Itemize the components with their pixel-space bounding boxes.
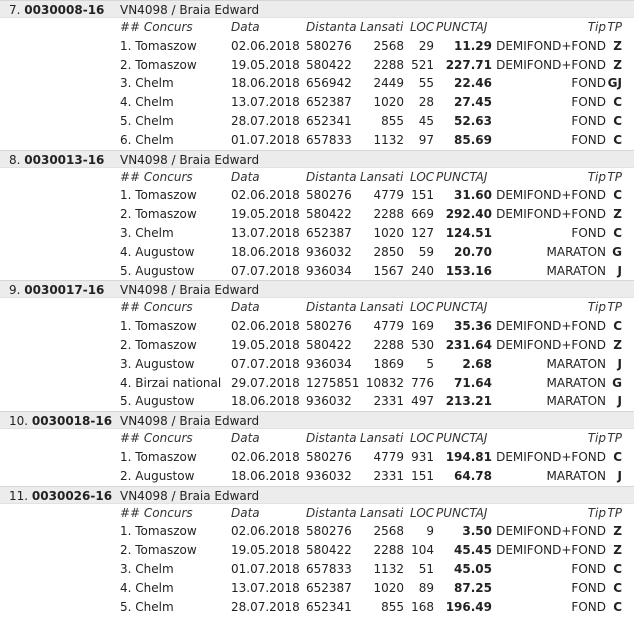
race-distance: 656942 xyxy=(306,76,352,91)
placing: 776 xyxy=(411,375,434,390)
col-header-lansati: Lansati xyxy=(360,300,404,315)
pigeons-released: 2288 xyxy=(373,337,404,352)
col-header-lansati: Lansati xyxy=(360,431,404,446)
race-category: C xyxy=(613,319,622,334)
placing: 97 xyxy=(418,132,434,147)
col-header-punctaj: PUNCTAJ xyxy=(436,505,488,520)
score: 20.70 xyxy=(454,244,492,259)
pigeon-index: 10. xyxy=(9,414,29,429)
race-type: MARATON xyxy=(546,375,606,390)
race-date: 13.07.2018 xyxy=(231,225,300,240)
pigeons-released: 2331 xyxy=(373,468,404,483)
col-header-punctaj: PUNCTAJ xyxy=(436,20,488,34)
race-distance: 936034 xyxy=(306,356,352,371)
race-name: 6. Chelm xyxy=(120,132,174,147)
race-distance: 580276 xyxy=(306,449,352,464)
race-distance: 580422 xyxy=(306,57,352,72)
score: 11.29 xyxy=(454,38,492,53)
race-date: 19.05.2018 xyxy=(231,57,300,72)
placing: 669 xyxy=(411,207,434,222)
pigeon-ring-label xyxy=(9,151,104,169)
race-date: 28.07.2018 xyxy=(231,113,300,128)
race-category: Z xyxy=(613,543,622,558)
pigeon-ring-label xyxy=(9,281,104,299)
results-column-header xyxy=(0,168,634,187)
race-type: FOND xyxy=(571,580,606,595)
race-distance: 652387 xyxy=(306,580,352,595)
score: 213.21 xyxy=(445,394,492,409)
placing: 497 xyxy=(411,394,434,409)
col-header-tp: TP xyxy=(607,20,622,34)
race-date: 18.06.2018 xyxy=(231,468,300,483)
placing: 151 xyxy=(411,188,434,203)
race-name: 3. Chelm xyxy=(120,76,174,91)
pigeons-released: 4779 xyxy=(373,449,404,464)
race-type: DEMIFOND+FOND xyxy=(496,337,606,352)
col-header-loc: LOC xyxy=(410,300,435,315)
col-header-tp: TP xyxy=(607,300,622,315)
col-header-lansati: Lansati xyxy=(360,169,404,184)
pigeon-block-header xyxy=(0,280,634,298)
result-row xyxy=(0,37,634,56)
race-date: 02.06.2018 xyxy=(231,524,300,539)
pigeon-ring-label xyxy=(9,487,112,505)
race-category: J xyxy=(617,468,622,483)
result-row xyxy=(0,74,634,93)
race-type: FOND xyxy=(571,599,606,614)
col-header-data: Data xyxy=(231,431,260,446)
placing: 168 xyxy=(411,599,434,614)
race-date: 13.07.2018 xyxy=(231,95,300,110)
race-type: MARATON xyxy=(546,244,606,259)
result-row xyxy=(0,317,634,336)
race-distance: 657833 xyxy=(306,132,352,147)
placing: 5 xyxy=(426,356,434,371)
race-type: MARATON xyxy=(546,356,606,371)
owner-name: VN4098 / Braia Edward xyxy=(120,488,260,503)
placing: 45 xyxy=(418,113,434,128)
race-name: 1. Tomaszow xyxy=(120,38,197,53)
pigeon-block-header xyxy=(0,150,634,168)
race-name: 3. Chelm xyxy=(120,561,174,576)
col-header-data: Data xyxy=(231,505,260,520)
owner-name: VN4098 / Braia Edward xyxy=(120,3,260,17)
col-header-loc: LOC xyxy=(410,505,435,520)
result-row xyxy=(0,93,634,112)
result-row xyxy=(0,131,634,150)
pigeon-index: 11. xyxy=(9,488,29,503)
placing: 931 xyxy=(411,449,434,464)
score: 124.51 xyxy=(445,225,492,240)
race-date: 07.07.2018 xyxy=(231,263,300,278)
race-name: 2. Augustow xyxy=(120,468,195,483)
race-type: DEMIFOND+FOND xyxy=(496,188,606,203)
race-distance: 936032 xyxy=(306,468,352,483)
race-type: DEMIFOND+FOND xyxy=(496,38,606,53)
col-header-loc: LOC xyxy=(410,20,435,34)
race-date: 18.06.2018 xyxy=(231,76,300,91)
race-date: 07.07.2018 xyxy=(231,356,300,371)
pigeons-released: 1020 xyxy=(373,225,404,240)
race-category: Z xyxy=(613,57,622,72)
pigeon-block xyxy=(0,411,634,485)
col-header-lansati: Lansati xyxy=(360,20,404,34)
result-row xyxy=(0,224,634,243)
race-category: G xyxy=(612,375,622,390)
race-name: 1. Tomaszow xyxy=(120,319,197,334)
pigeon-block-header xyxy=(0,0,634,18)
col-header-data: Data xyxy=(231,20,260,34)
result-row xyxy=(0,522,634,541)
race-distance: 936034 xyxy=(306,263,352,278)
race-type: DEMIFOND+FOND xyxy=(496,524,606,539)
score: 45.05 xyxy=(454,561,492,576)
score: 194.81 xyxy=(445,449,492,464)
race-type: FOND xyxy=(571,113,606,128)
placing: 28 xyxy=(418,95,434,110)
pigeons-released: 1132 xyxy=(373,132,404,147)
pigeon-ring-label xyxy=(9,412,112,430)
owner-name: VN4098 / Braia Edward xyxy=(120,283,260,298)
result-row xyxy=(0,560,634,579)
placing: 169 xyxy=(411,319,434,334)
race-category: J xyxy=(617,356,622,371)
score: 27.45 xyxy=(454,95,492,110)
col-header-tip: Tip xyxy=(587,431,606,446)
race-type: FOND xyxy=(571,95,606,110)
race-date: 18.06.2018 xyxy=(231,394,300,409)
result-row xyxy=(0,541,634,560)
race-date: 02.06.2018 xyxy=(231,319,300,334)
race-name: 2. Tomaszow xyxy=(120,543,197,558)
pigeons-released: 1869 xyxy=(373,356,404,371)
race-distance: 580276 xyxy=(306,319,352,334)
placing: 521 xyxy=(411,57,434,72)
race-name: 4. Augustow xyxy=(120,244,195,259)
result-row xyxy=(0,112,634,131)
race-type: FOND xyxy=(571,225,606,240)
race-date: 02.06.2018 xyxy=(231,449,300,464)
race-distance: 580276 xyxy=(306,524,352,539)
owner-name: VN4098 / Braia Edward xyxy=(120,414,260,429)
race-name: 1. Tomaszow xyxy=(120,188,197,203)
race-name: 4. Birzai national xyxy=(120,375,222,390)
race-distance: 652341 xyxy=(306,599,352,614)
race-category: C xyxy=(613,225,622,240)
race-date: 18.06.2018 xyxy=(231,244,300,259)
col-header-concurs: ## Concurs xyxy=(120,169,193,184)
score: 3.50 xyxy=(462,524,492,539)
score: 87.25 xyxy=(454,580,492,595)
score: 292.40 xyxy=(445,207,492,222)
col-header-tip: Tip xyxy=(587,300,606,315)
placing: 240 xyxy=(411,263,434,278)
result-row xyxy=(0,262,634,281)
result-row xyxy=(0,186,634,205)
pigeons-released: 4779 xyxy=(373,319,404,334)
pigeon-block-header xyxy=(0,411,634,429)
race-type: FOND xyxy=(571,132,606,147)
results-column-header xyxy=(0,504,634,523)
score: 45.45 xyxy=(454,543,492,558)
result-row xyxy=(0,392,634,411)
col-header-distanta: Distanta xyxy=(306,431,357,446)
col-header-lansati: Lansati xyxy=(360,505,404,520)
race-name: 1. Tomaszow xyxy=(120,524,197,539)
col-header-tip: Tip xyxy=(587,20,606,34)
col-header-distanta: Distanta xyxy=(306,20,357,34)
race-name: 3. Augustow xyxy=(120,356,195,371)
pigeon-ring-number[interactable]: 0030017-16 xyxy=(24,283,105,298)
pigeon-index: 7. xyxy=(9,3,21,17)
col-header-concurs: ## Concurs xyxy=(120,431,193,446)
pigeons-released: 1020 xyxy=(373,95,404,110)
col-header-data: Data xyxy=(231,169,260,184)
pigeons-released: 2288 xyxy=(373,57,404,72)
pigeons-released: 2331 xyxy=(373,394,404,409)
race-name: 2. Tomaszow xyxy=(120,57,197,72)
placing: 127 xyxy=(411,225,434,240)
race-name: 4. Chelm xyxy=(120,580,174,595)
race-type: DEMIFOND+FOND xyxy=(496,543,606,558)
result-row xyxy=(0,355,634,374)
race-date: 28.07.2018 xyxy=(231,599,300,614)
col-header-punctaj: PUNCTAJ xyxy=(436,300,488,315)
score: 2.68 xyxy=(462,356,492,371)
race-date: 01.07.2018 xyxy=(231,132,300,147)
race-name: 2. Tomaszow xyxy=(120,337,197,352)
race-category: C xyxy=(613,561,622,576)
race-type: DEMIFOND+FOND xyxy=(496,319,606,334)
pigeon-index: 8. xyxy=(9,152,21,167)
pigeon-block xyxy=(0,0,634,150)
col-header-punctaj: PUNCTAJ xyxy=(436,169,488,184)
race-type: FOND xyxy=(571,76,606,91)
race-type: MARATON xyxy=(546,263,606,278)
race-name: 5. Augustow xyxy=(120,263,195,278)
race-name: 2. Tomaszow xyxy=(120,207,197,222)
race-category: C xyxy=(613,95,622,110)
score: 71.64 xyxy=(454,375,492,390)
race-category: GJ xyxy=(607,76,622,91)
race-distance: 936032 xyxy=(306,244,352,259)
placing: 9 xyxy=(426,524,434,539)
score: 227.71 xyxy=(445,57,492,72)
race-name: 5. Augustow xyxy=(120,394,195,409)
score: 231.64 xyxy=(445,337,492,352)
result-row xyxy=(0,579,634,598)
col-header-loc: LOC xyxy=(410,431,435,446)
pigeons-released: 10832 xyxy=(365,375,404,390)
pigeons-released: 2288 xyxy=(373,543,404,558)
placing: 55 xyxy=(418,76,434,91)
placing: 51 xyxy=(418,561,434,576)
pigeons-released: 2449 xyxy=(373,76,404,91)
col-header-concurs: ## Concurs xyxy=(120,505,193,520)
score: 85.69 xyxy=(454,132,492,147)
results-column-header xyxy=(0,429,634,448)
result-row xyxy=(0,205,634,224)
pigeons-released: 2288 xyxy=(373,207,404,222)
race-distance: 580422 xyxy=(306,207,352,222)
race-category: C xyxy=(613,132,622,147)
race-date: 19.05.2018 xyxy=(231,207,300,222)
race-distance: 652387 xyxy=(306,95,352,110)
placing: 104 xyxy=(411,543,434,558)
race-date: 19.05.2018 xyxy=(231,543,300,558)
score: 196.49 xyxy=(445,599,492,614)
race-category: Z xyxy=(613,524,622,539)
score: 35.36 xyxy=(454,319,492,334)
race-category: C xyxy=(613,188,622,203)
race-type: DEMIFOND+FOND xyxy=(496,449,606,464)
race-type: FOND xyxy=(571,561,606,576)
col-header-punctaj: PUNCTAJ xyxy=(436,431,488,446)
race-distance: 1275851 xyxy=(306,375,360,390)
race-category: C xyxy=(613,113,622,128)
race-type: MARATON xyxy=(546,468,606,483)
race-category: C xyxy=(613,599,622,614)
race-category: Z xyxy=(613,38,622,53)
result-row xyxy=(0,243,634,262)
col-header-tp: TP xyxy=(607,505,622,520)
col-header-tp: TP xyxy=(607,431,622,446)
race-type: DEMIFOND+FOND xyxy=(496,207,606,222)
pigeons-released: 1020 xyxy=(373,580,404,595)
col-header-loc: LOC xyxy=(410,169,435,184)
race-distance: 580422 xyxy=(306,543,352,558)
score: 31.60 xyxy=(454,188,492,203)
score: 153.16 xyxy=(445,263,492,278)
race-category: C xyxy=(613,580,622,595)
race-distance: 936032 xyxy=(306,394,352,409)
col-header-distanta: Distanta xyxy=(306,169,357,184)
col-header-tp: TP xyxy=(607,169,622,184)
pigeons-released: 855 xyxy=(381,113,404,128)
race-date: 29.07.2018 xyxy=(231,375,300,390)
col-header-distanta: Distanta xyxy=(306,505,357,520)
pigeons-released: 1132 xyxy=(373,561,404,576)
race-category: C xyxy=(613,449,622,464)
placing: 59 xyxy=(418,244,434,259)
result-row xyxy=(0,56,634,75)
result-row xyxy=(0,598,634,617)
race-category: J xyxy=(617,263,622,278)
race-name: 4. Chelm xyxy=(120,95,174,110)
race-name: 5. Chelm xyxy=(120,113,174,128)
race-distance: 580276 xyxy=(306,188,352,203)
col-header-concurs: ## Concurs xyxy=(120,20,193,34)
race-distance: 657833 xyxy=(306,561,352,576)
race-date: 19.05.2018 xyxy=(231,337,300,352)
pigeon-ring-number[interactable]: 0030026-16 xyxy=(31,488,113,503)
race-name: 3. Chelm xyxy=(120,225,174,240)
pigeon-ring-label xyxy=(9,1,104,19)
race-name: 5. Chelm xyxy=(120,599,174,614)
placing: 89 xyxy=(418,580,434,595)
race-category: J xyxy=(617,394,622,409)
race-distance: 580422 xyxy=(306,337,352,352)
col-header-tip: Tip xyxy=(587,169,606,184)
pigeon-block-header xyxy=(0,486,634,504)
pigeons-released: 1567 xyxy=(373,263,404,278)
pigeons-released: 2568 xyxy=(373,38,404,53)
race-date: 13.07.2018 xyxy=(231,580,300,595)
pigeons-released: 4779 xyxy=(373,188,404,203)
placing: 151 xyxy=(411,468,434,483)
pigeons-released: 855 xyxy=(381,599,404,614)
placing: 530 xyxy=(411,337,434,352)
race-type: DEMIFOND+FOND xyxy=(496,57,606,72)
pigeon-ring-number[interactable]: 0030008-16 xyxy=(24,3,105,17)
results-column-header xyxy=(0,18,634,37)
pigeon-block xyxy=(0,280,634,411)
placing: 29 xyxy=(418,38,434,53)
result-row xyxy=(0,448,634,467)
race-distance: 580276 xyxy=(306,38,352,53)
pigeon-index: 9. xyxy=(9,283,21,298)
result-row xyxy=(0,336,634,355)
race-date: 01.07.2018 xyxy=(231,561,300,576)
race-name: 1. Tomaszow xyxy=(120,449,197,464)
race-date: 02.06.2018 xyxy=(231,188,300,203)
pigeon-block xyxy=(0,486,634,617)
pigeon-ring-number[interactable]: 0030013-16 xyxy=(24,152,105,167)
score: 64.78 xyxy=(454,468,492,483)
score: 52.63 xyxy=(454,113,492,128)
race-category: Z xyxy=(613,207,622,222)
race-date: 02.06.2018 xyxy=(231,38,300,53)
pigeons-released: 2568 xyxy=(373,524,404,539)
result-row xyxy=(0,374,634,393)
col-header-data: Data xyxy=(231,300,260,315)
result-row xyxy=(0,467,634,486)
owner-name: VN4098 / Braia Edward xyxy=(120,152,260,167)
race-category: Z xyxy=(613,337,622,352)
col-header-distanta: Distanta xyxy=(306,300,357,315)
pigeon-ring-number[interactable]: 0030018-16 xyxy=(31,414,113,429)
race-category: G xyxy=(612,244,622,259)
col-header-concurs: ## Concurs xyxy=(120,300,193,315)
pigeons-released: 2850 xyxy=(373,244,404,259)
results-column-header xyxy=(0,298,634,317)
race-type: MARATON xyxy=(546,394,606,409)
race-distance: 652387 xyxy=(306,225,352,240)
score: 22.46 xyxy=(454,76,492,91)
pigeon-block xyxy=(0,150,634,281)
race-distance: 652341 xyxy=(306,113,352,128)
col-header-tip: Tip xyxy=(587,505,606,520)
